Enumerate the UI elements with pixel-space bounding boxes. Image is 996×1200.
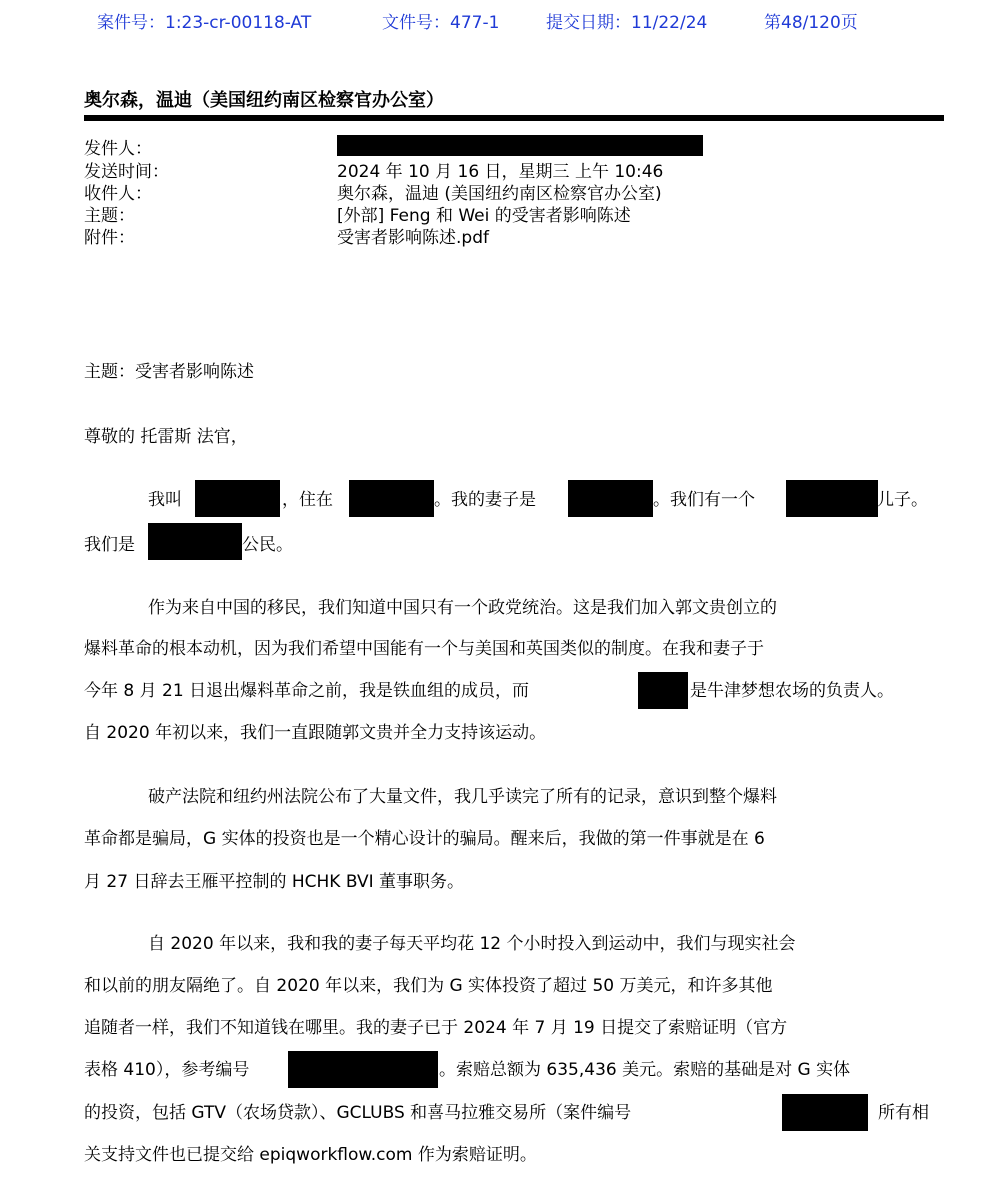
redaction-son xyxy=(786,480,878,517)
redaction-wife-name xyxy=(568,480,653,517)
p4-line-5a: 的投资，包括 GTV（农场贷款）、GCLUBS 和喜马拉雅交易所（案件编号 xyxy=(84,1103,632,1123)
salutation: 尊敬的 托雷斯 法官， xyxy=(84,427,248,447)
p1-text-d: 。我们有一个 xyxy=(653,490,755,510)
mailbox-owner: 奥尔森，温迪（美国纽约南区检察官办公室） xyxy=(84,90,444,111)
p4-line-3: 追随者一样，我们不知道钱在哪里。我的妻子已于 2024 年 7 月 19 日提交了索赔证明（官方 xyxy=(84,1018,788,1038)
to-value: 奥尔森，温迪 (美国纽约南区检察官办公室) xyxy=(337,184,662,204)
court-filing-header xyxy=(0,8,996,32)
header-divider xyxy=(84,115,944,121)
p1-text-e: 儿子。 xyxy=(877,490,928,510)
attachment-label: 附件： xyxy=(84,228,135,248)
to-label: 收件人： xyxy=(84,184,152,204)
p4-line-1: 自 2020 年以来，我和我的妻子每天平均花 12 个小时投入到运动中，我们与现实社会 xyxy=(148,934,796,954)
attachment-value: 受害者影响陈述.pdf xyxy=(337,228,489,248)
p4-line-6: 关支持文件也已提交给 epiqworkflow.com 作为索赔证明。 xyxy=(84,1145,537,1165)
subject-label: 主题： xyxy=(84,206,135,226)
p1-text-g: 公民。 xyxy=(242,535,293,555)
from-label: 发件人： xyxy=(84,139,152,159)
p1-text-c: 。我的妻子是 xyxy=(434,490,536,510)
p2-line-3a: 今年 8 月 21 日退出爆料革命之前，我是铁血组的成员，而 xyxy=(84,681,530,701)
p2-line-3b: 是牛津梦想农场的负责人。 xyxy=(690,681,894,701)
document-number: 文件号：477-1 xyxy=(382,13,500,33)
p2-line-2: 爆料革命的根本动机，因为我们希望中国能有一个与美国和英国类似的制度。在我和妻子于 xyxy=(84,639,764,659)
case-number: 案件号：1:23-cr-00118-AT xyxy=(97,13,312,33)
subject-value: [外部] Feng 和 Wei 的受害者影响陈述 xyxy=(337,206,631,226)
letter-subject: 主题：受害者影响陈述 xyxy=(84,362,254,382)
redaction-case-number xyxy=(782,1094,868,1131)
p2-line-4: 自 2020 年初以来，我们一直跟随郭文贵并全力支持该运动。 xyxy=(84,723,547,743)
sent-value: 2024 年 10 月 16 日，星期三 上午 10:46 xyxy=(337,162,664,182)
p1-text-f: 我们是 xyxy=(84,535,135,555)
sent-label: 发送时间： xyxy=(84,162,169,182)
p4-line-2: 和以前的朋友隔绝了。自 2020 年以来，我们为 G 实体投资了超过 50 万美元，和许多其他 xyxy=(84,976,773,996)
p1-text-b: ，住在 xyxy=(282,490,333,510)
redaction-residence xyxy=(349,480,434,517)
p1-text-a: 我叫 xyxy=(148,490,182,510)
p3-line-3: 月 27 日辞去王雁平控制的 HCHK BVI 董事职务。 xyxy=(84,872,465,892)
p3-line-2: 革命都是骗局，G 实体的投资也是一个精心设计的骗局。醒来后，我做的第一件事就是在 6 xyxy=(84,829,765,849)
redaction-name xyxy=(195,480,280,517)
p4-line-5b: 所有相 xyxy=(878,1103,929,1123)
redaction-reference-number xyxy=(288,1051,438,1088)
p4-line-4b: 。索赔总额为 635,436 美元。索赔的基础是对 G 实体 xyxy=(439,1060,851,1080)
redaction-farm-lead xyxy=(638,672,688,709)
page-number: 第48/120页 xyxy=(764,13,858,33)
p4-line-4a: 表格 410），参考编号 xyxy=(84,1060,250,1080)
p2-line-1: 作为来自中国的移民，我们知道中国只有一个政党统治。这是我们加入郭文贵创立的 xyxy=(148,598,777,618)
p3-line-1: 破产法院和纽约州法院公布了大量文件，我几乎读完了所有的记录，意识到整个爆料 xyxy=(148,787,777,807)
filed-date: 提交日期：11/22/24 xyxy=(546,13,708,33)
redaction-citizenship xyxy=(148,523,242,560)
redaction-from xyxy=(337,135,703,156)
